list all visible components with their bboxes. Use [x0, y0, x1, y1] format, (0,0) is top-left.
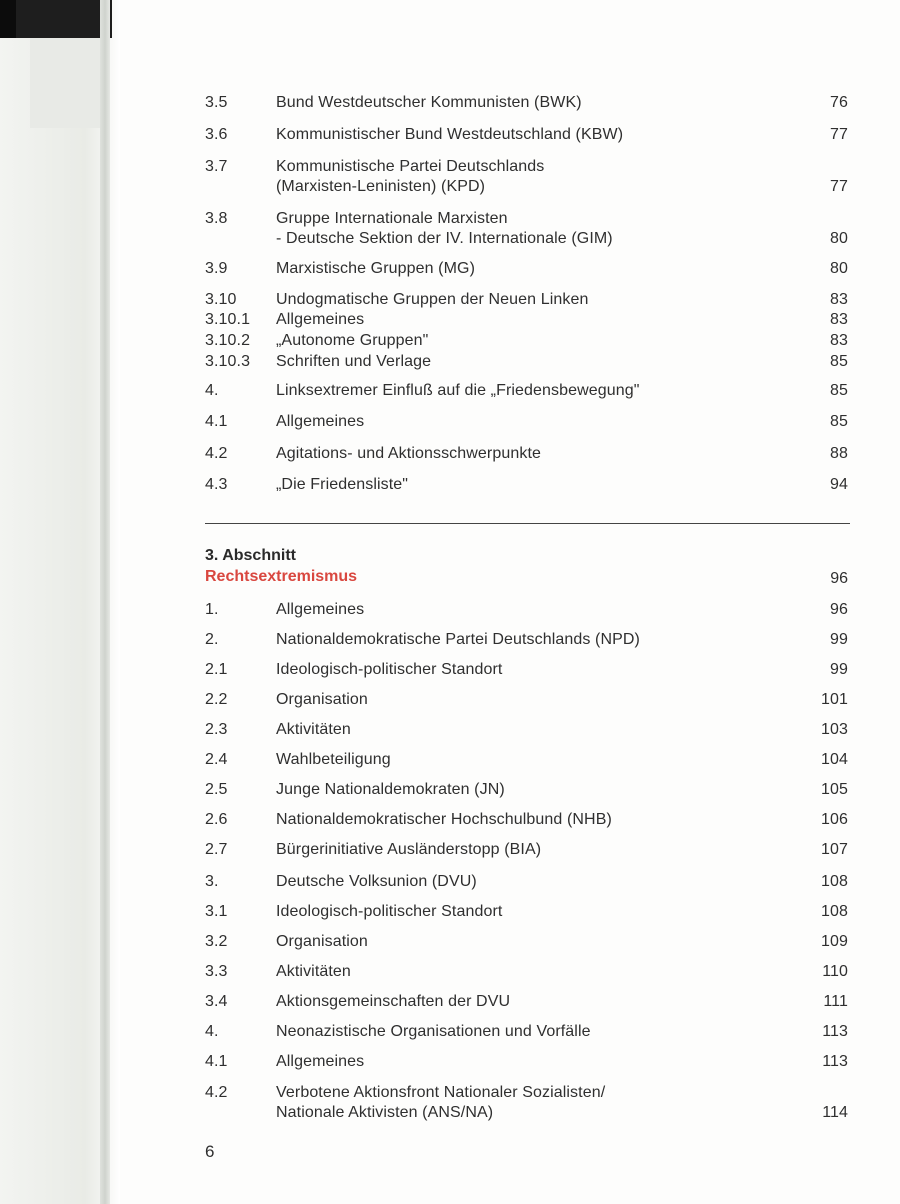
toc-entry-page: 99: [830, 661, 848, 678]
toc-entry-page: 77: [830, 126, 848, 143]
toc-entry-title: Bund Westdeutscher Kommunisten (BWK): [276, 94, 582, 111]
toc-entry-number: 3.10.3: [205, 353, 251, 370]
toc-entry-title: Ideologisch-politischer Standort: [276, 903, 503, 920]
toc-entry-page: 83: [830, 311, 848, 328]
toc-entry-number: 3.10.1: [205, 311, 251, 328]
toc-entry-title: Linksextremer Einfluß auf die „Friedensbewegung": [276, 382, 640, 399]
toc-entry-number: 3.10: [205, 291, 237, 308]
toc-entry-page: 88: [830, 445, 848, 462]
toc-entry-title: Organisation: [276, 933, 368, 950]
toc-entry-number: 2.5: [205, 781, 228, 798]
toc-entry-page: 85: [830, 382, 848, 399]
toc-entry-page: 104: [821, 751, 848, 768]
toc-entry-page: 101: [821, 691, 848, 708]
toc-entry-title: (Marxisten-Leninisten) (KPD): [276, 178, 486, 195]
toc-entry-title: Marxistische Gruppen (MG): [276, 260, 475, 277]
toc-entry-page: 111: [823, 993, 848, 1010]
page-number: 6: [205, 1142, 215, 1161]
toc-entry-number: 3.10.2: [205, 332, 251, 349]
toc-entry-page: 109: [821, 933, 848, 950]
toc-entry-page: 106: [821, 811, 848, 828]
toc-entry-title: Allgemeines: [276, 311, 365, 328]
toc-entry-page: 114: [822, 1104, 848, 1121]
toc-entry-page: 113: [822, 1053, 848, 1070]
toc-entry-title: Deutsche Volksunion (DVU): [276, 873, 477, 890]
toc-entry-page: 83: [830, 332, 848, 349]
toc-entry-number: 3.7: [205, 158, 228, 175]
toc-entry-title: Junge Nationaldemokraten (JN): [276, 781, 505, 798]
toc-entry-title: Verbotene Aktionsfront Nationaler Sozialisten/: [276, 1084, 606, 1101]
toc-entry-number: 3.6: [205, 126, 228, 143]
toc-entry-page: 83: [830, 291, 848, 308]
toc-entry-page: 80: [830, 260, 848, 277]
toc-entry-page: 80: [830, 230, 848, 247]
toc-entry-title: Neonazistische Organisationen und Vorfälle: [276, 1023, 591, 1040]
toc-entry-number: 2.1: [205, 661, 228, 678]
toc-entry-title: Ideologisch-politischer Standort: [276, 661, 503, 678]
toc-entry-number: 3.8: [205, 210, 228, 227]
toc-entry-number: 3.2: [205, 933, 228, 950]
toc-entry-title: Kommunistische Partei Deutschlands: [276, 158, 545, 175]
toc-entry-page: 105: [821, 781, 848, 798]
toc-entry-number: 4.: [205, 382, 219, 399]
section-page-number: 96: [830, 570, 848, 587]
toc-entry-page: 99: [830, 631, 848, 648]
toc-entry-number: 3.9: [205, 260, 228, 277]
toc-entry-number: 3.4: [205, 993, 228, 1010]
toc-entry-number: 4.2: [205, 445, 228, 462]
toc-entry-number: 2.2: [205, 691, 228, 708]
section-heading: 3. Abschnitt: [205, 547, 296, 564]
toc-entry-title: Aktivitäten: [276, 963, 351, 980]
toc-entry-number: 2.: [205, 631, 219, 648]
toc-entry-page: 108: [821, 873, 848, 890]
toc-entry-number: 4.: [205, 1023, 219, 1040]
toc-entry-page: 108: [821, 903, 848, 920]
toc-entry-number: 3.3: [205, 963, 228, 980]
toc-entry-title: Nationaldemokratischer Hochschulbund (NHB): [276, 811, 612, 828]
section-divider: [205, 523, 850, 524]
toc-entry-title: „Die Friedensliste": [276, 476, 409, 493]
toc-entry-page: 77: [830, 178, 848, 195]
toc-entry-title: „Autonome Gruppen": [276, 332, 429, 349]
toc-entry-page: 85: [830, 353, 848, 370]
toc-entry-page: 85: [830, 413, 848, 430]
toc-entry-number: 4.1: [205, 1053, 228, 1070]
toc-entry-number: 4.2: [205, 1084, 228, 1101]
toc-entry-title: Allgemeines: [276, 1053, 365, 1070]
toc-entry-title: Agitations- und Aktionsschwerpunkte: [276, 445, 541, 462]
toc-entry-page: 103: [821, 721, 848, 738]
toc-entry-title: Gruppe Internationale Marxisten: [276, 210, 508, 227]
toc-entry-title: Allgemeines: [276, 413, 365, 430]
toc-entry-number: 3.: [205, 873, 219, 890]
toc-entry-number: 3.1: [205, 903, 228, 920]
toc-entry-page: 110: [822, 963, 848, 980]
toc-entry-number: 4.3: [205, 476, 228, 493]
toc-entry-title: Aktivitäten: [276, 721, 351, 738]
toc-entry-title: Bürgerinitiative Ausländerstopp (BIA): [276, 841, 542, 858]
toc-entry-page: 96: [830, 601, 848, 618]
toc-entry-number: 2.7: [205, 841, 228, 858]
toc-entry-number: 2.3: [205, 721, 228, 738]
toc-entry-title: - Deutsche Sektion der IV. Internationale (GIM): [276, 230, 613, 247]
toc-entry-number: 2.6: [205, 811, 228, 828]
toc-entry-title: Kommunistischer Bund Westdeutschland (KBW): [276, 126, 624, 143]
toc-entry-title: Organisation: [276, 691, 368, 708]
toc-entry-page: 94: [830, 476, 848, 493]
toc-entry-number: 3.5: [205, 94, 228, 111]
toc-entry-title: Nationale Aktivisten (ANS/NA): [276, 1104, 494, 1121]
toc-entry-title: Wahlbeteiligung: [276, 751, 391, 768]
toc-entry-title: Schriften und Verlage: [276, 353, 432, 370]
toc-entry-title: Nationaldemokratische Partei Deutschlands (NPD): [276, 631, 640, 648]
toc-entry-title: Allgemeines: [276, 601, 365, 618]
toc-entry-page: 113: [822, 1023, 848, 1040]
toc-entry-page: 107: [821, 841, 848, 858]
toc-entry-number: 2.4: [205, 751, 228, 768]
toc-entry-title: Undogmatische Gruppen der Neuen Linken: [276, 291, 589, 308]
section-subheading: Rechtsextremismus: [205, 568, 358, 585]
toc-entry-title: Aktionsgemeinschaften der DVU: [276, 993, 511, 1010]
toc-entry-number: 4.1: [205, 413, 228, 430]
toc-entry-page: 76: [830, 94, 848, 111]
toc-entry-number: 1.: [205, 601, 219, 618]
